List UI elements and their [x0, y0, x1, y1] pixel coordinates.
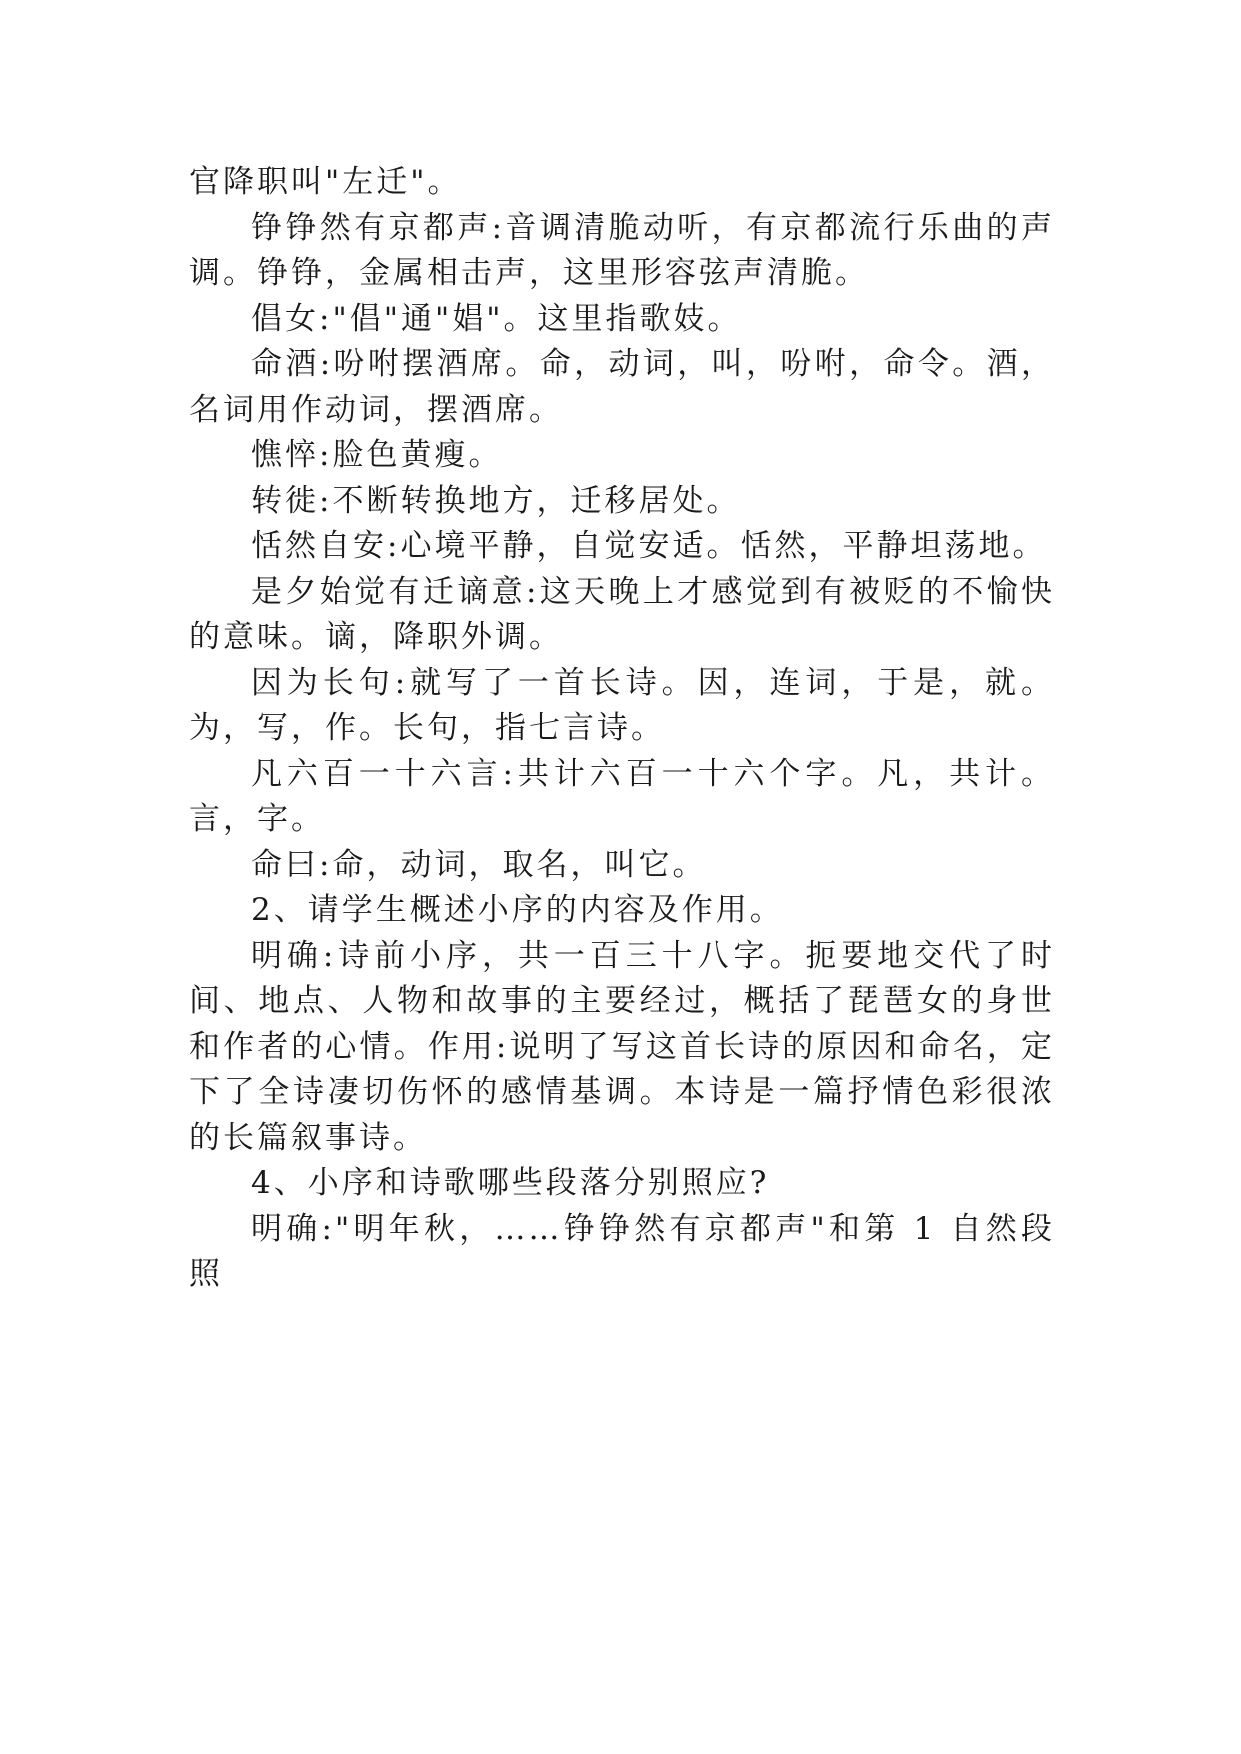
- paragraph-question: 2、请学生概述小序的内容及作用。: [251, 892, 784, 928]
- paragraph-question: 4、小序和诗歌哪些段落分别照应?: [251, 1165, 770, 1201]
- paragraph-annotation: 因为长句:就写了一首长诗。因，连词，于是，就。为，写，作。长句，指七言诗。: [189, 664, 1055, 746]
- paragraph-annotation: 命酒:吩咐摆酒席。命，动词，叫，吩咐，命令。酒，名词用作动词，摆酒席。: [189, 346, 1055, 428]
- paragraph-annotation: 恬然自安:心境平静，自觉安适。恬然，平静坦荡地。: [251, 528, 1047, 564]
- paragraph-annotation: 倡女:"倡"通"娼"。这里指歌妓。: [251, 300, 742, 337]
- paragraph-answer: 明确:诗前小序，共一百三十八字。扼要地交代了时间、地点、人物和故事的主要经过，概括了琵琶女的身世和作者的心情。作用:说明了写这首长诗的原因和命名，定下了全诗凄切伤怀的感情基调。本诗是一篇抒情色彩很浓的长篇叙事诗。: [189, 937, 1055, 1156]
- paragraph-answer: 明确:"明年秋，……铮铮然有京都声"和第 1 自然段照: [189, 1210, 1055, 1292]
- paragraph-annotation: 转徙:不断转换地方，迁移居处。: [251, 482, 741, 519]
- paragraph-annotation: 是夕始觉有迁谪意:这天晚上才感觉到有被贬的不愉快的意味。谪，降职外调。: [189, 573, 1055, 655]
- paragraph-annotation: 铮铮然有京都声:音调清脆动听，有京都流行乐曲的声调。铮铮，金属相击声，这里形容弦声清脆。: [189, 209, 1055, 291]
- paragraph-annotation: 命曰:命，动词，取名，叫它。: [251, 846, 707, 883]
- paragraph-annotation: 憔悴:脸色黄瘦。: [251, 437, 503, 473]
- paragraph-annotation: 凡六百一十六言:共计六百一十六个字。凡，共计。言，字。: [189, 755, 1055, 837]
- body-text: [189, 160, 1055, 1298]
- paragraph-continuation: 官降职叫"左迁"。: [189, 164, 462, 200]
